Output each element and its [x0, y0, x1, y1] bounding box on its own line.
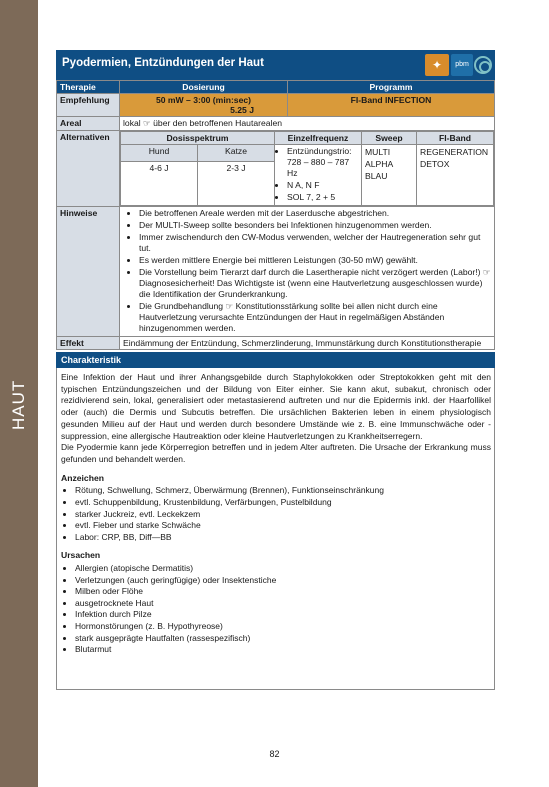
list-item: • Hormonstörungen (z. B. Hypothyreose) [75, 621, 491, 633]
list-item: • starker Juckreiz, evtl. Leckekzem [75, 509, 491, 521]
effekt-row [57, 337, 495, 350]
empfehlung-row [57, 94, 495, 117]
sweep-item: BLAU [365, 171, 388, 181]
alternativen-row [57, 131, 495, 207]
effekt-text: Eindämmung der Entzündung, Schmerzlinderung, Immunstärkung durch Konstitutionstherapie [120, 337, 495, 350]
therapy-card [56, 50, 495, 742]
fi-item: REGENERATION [420, 147, 489, 157]
sweep-cell [362, 145, 417, 206]
charakteristik-para1: Eine Infektion der Haut und ihrer Anhangsgebilde durch Staphylokokken oder Streptokokken geht mit den typischen Entzündungszeichen und der Bildung von Eiter einher. Sie kann akut, subakut, chronisch oder rezidivierend sein, lokal, generalisiert oder metastasierend auftreten und nur die Epidermis inkl. der Haarfollikel oder (auch) die Dermis und Subcutis betreffen. Die ursächlichen Bakterien leben in einem physiologisch gesunden Milieu auf der Haut und werden durch besondere Umstände wie z. B. eine Immunschwäche oder -suppression, eine allergische Hautreaktion oder kleine Hautverletzungen zu Krankheitserregern. [61, 372, 491, 441]
areal-label: Areal [57, 117, 120, 131]
list-item: • Infektion durch Pilze [75, 609, 491, 621]
dosisspektrum-header: Dosisspektrum [121, 132, 275, 145]
page-number: 82 [269, 749, 280, 759]
hund-header: Hund [121, 145, 198, 162]
charakteristik-para2: Die Pyodermie kann jede Körperregion betreffen und in jedem Alter auftreten. Die Ursache der Erkrankung muss gefunden und behandelt werden. [61, 442, 491, 464]
freq-item: • SOL 7, 2 + 5 [287, 192, 358, 203]
hinweise-label: Hinweise [57, 207, 120, 337]
alternativen-label: Alternativen [57, 131, 120, 207]
list-item: • Verletzungen (auch geringfügige) oder Insektenstiche [75, 575, 491, 587]
header-dosierung: Dosierung [120, 81, 288, 94]
einzelfrequenz-cell [275, 145, 362, 206]
alternativen-table [120, 131, 494, 206]
list-item: • Allergien (atopische Dermatitis) [75, 563, 491, 575]
empfehlung-energy: 5.25 J [230, 105, 254, 115]
fi-band-cell [417, 145, 494, 206]
hinweis-item: • Die Vorstellung beim Tierarzt darf durch die Lasertherapie nicht verzögert werden (Labor!) ☞ Diagnosesicherheit! Das Wichtigste ist (wenn eine Hautverletzung ausgeschlossen wurde) die Identifikation der Grunderkrankung. [139, 267, 491, 300]
ursachen-list [61, 563, 491, 656]
ursachen-title: Ursachen [61, 550, 101, 561]
empfehlung-program: FI-Band INFECTION [288, 94, 495, 117]
hinweis-item: • Der MULTI-Sweep sollte besonders bei Infektionen hinzugenommen werden. [139, 220, 491, 231]
header-therapie: Therapie [57, 81, 120, 94]
hinweis-item: • Es werden mittlere Energie bei mittleren Leistungen (30-50 mW) gewählt. [139, 255, 491, 266]
page-title: Pyodermien, Entzündungen der Haut [62, 57, 264, 69]
chapter-label: HAUT [9, 379, 28, 430]
therapy-table [56, 80, 495, 350]
chapter-spine [0, 0, 38, 787]
list-item: • Blutarmut [75, 644, 491, 656]
alternativen-cell [120, 131, 495, 207]
header-programm: Programm [288, 81, 495, 94]
empfehlung-dose-cell [120, 94, 288, 117]
target-logo-icon [474, 56, 492, 74]
hinweise-row [57, 207, 495, 337]
list-item: • evtl. Schuppenbildung, Krustenbildung, Verfärbungen, Pustelbildung [75, 497, 491, 509]
anzeichen-title: Anzeichen [61, 472, 104, 483]
fi-item: DETOX [420, 159, 450, 169]
freq-item: • Entzündungstrio: 728 – 880 – 787 Hz [287, 146, 358, 179]
hinweis-item: • Immer zwischendurch den CW-Modus verwenden, welcher der Hautregeneration sehr gut tut. [139, 232, 491, 254]
effekt-label: Effekt [57, 337, 120, 350]
sweep-header: Sweep [362, 132, 417, 145]
anzeichen-list [61, 485, 491, 543]
sweep-item: ALPHA [365, 159, 394, 169]
list-item: • ausgetrocknete Haut [75, 598, 491, 610]
list-item: • Labor: CRP, BB, Diff—BB [75, 532, 491, 544]
list-item: • evtl. Fieber und starke Schwäche [75, 520, 491, 532]
dog-logo-icon: ✦ [425, 54, 449, 76]
areal-row [57, 117, 495, 131]
pbm-logo-icon: pbm [451, 54, 473, 76]
list-item: • Milben oder Flöhe [75, 586, 491, 598]
empfehlung-label: Empfehlung [57, 94, 120, 117]
fi-band-header: FI-Band [417, 132, 494, 145]
katze-value: 2-3 J [198, 162, 275, 206]
hinweis-item: • Die betroffenen Areale werden mit der Laserdusche abgestrichen. [139, 208, 491, 219]
katze-header: Katze [198, 145, 275, 162]
title-bar [56, 50, 495, 80]
einzelfrequenz-header: Einzelfrequenz [275, 132, 362, 145]
charakteristik-body [56, 368, 495, 690]
sweep-item: MULTI [365, 147, 391, 157]
hinweise-cell [120, 207, 495, 337]
freq-item: • N A, N F [287, 180, 358, 191]
empfehlung-dose: 50 mW – 3:00 (min:sec) [155, 95, 252, 105]
hinweis-item: • Die Grundbehandlung ☞ Konstitutionsstärkung sollte bei allen nicht durch eine Hautverletzung verursachte Entzündungen der Haut in regelmäßigen Abständen hinzugenommen werden. [139, 301, 491, 334]
list-item: • Rötung, Schwellung, Schmerz, Überwärmung (Brennen), Funktionseinschränkung [75, 485, 491, 497]
areal-text: lokal ☞ über den betroffenen Hautarealen [120, 117, 495, 131]
charakteristik-header: Charakteristik [56, 352, 495, 368]
hund-value: 4-6 J [121, 162, 198, 206]
table-header [57, 81, 495, 94]
list-item: • stark ausgeprägte Hautfalten (rassespezifisch) [75, 633, 491, 645]
